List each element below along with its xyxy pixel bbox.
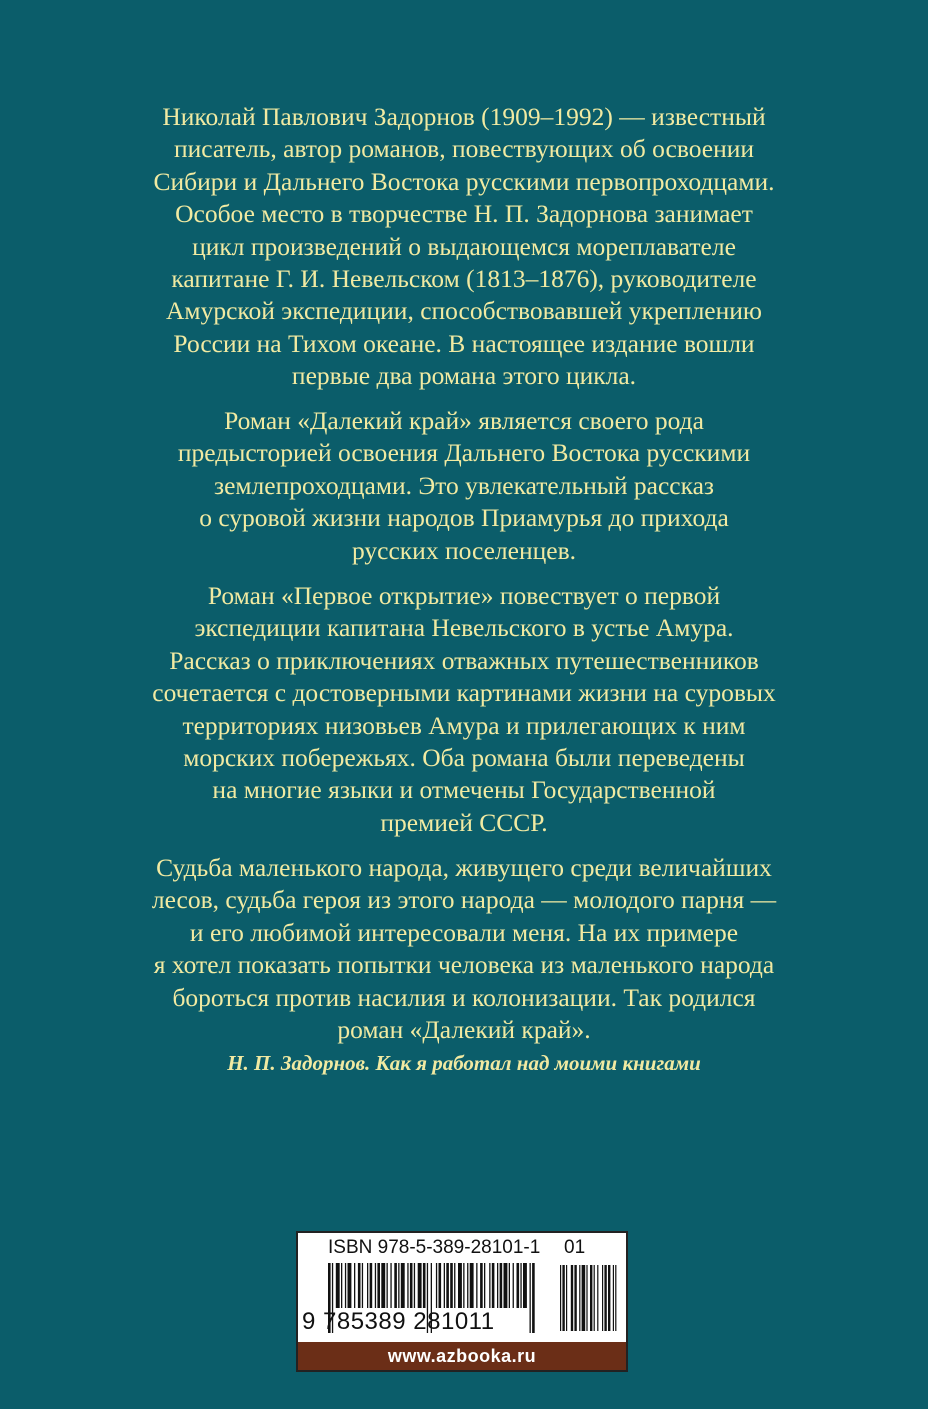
- paragraph-line: Сибири и Дальнего Востока русскими первопроходцами.: [153, 166, 775, 196]
- annotation-paragraph-1: [100, 101, 828, 393]
- paragraph-line: морских побережьях. Оба романа были переведены: [183, 743, 745, 773]
- paragraph-line: России на Тихом океане. В настоящее издание вошли: [173, 328, 755, 358]
- paragraph-line: предысторией освоения Дальнего Востока русскими: [177, 438, 751, 468]
- paragraph-line: Амурской экспедиции, способствовавшей укреплению: [166, 296, 762, 326]
- paragraph-line: цикл произведений о выдающемся мореплавателе: [192, 231, 736, 261]
- quote-line: Судьба маленького народа, живущего среди величайших: [156, 853, 772, 882]
- quote-attribution: Н. П. Задорнов. Как я работал над моими книгами: [227, 1051, 701, 1075]
- quote-line: роман «Далекий край».: [337, 1015, 591, 1045]
- publisher-website: www.azbooka.ru: [298, 1342, 626, 1370]
- paragraph-line: землепроходцами. Это увлекательный рассказ: [214, 470, 714, 500]
- paragraph-line: Роман «Первое открытие» повествует о первой: [207, 581, 721, 610]
- barcode-digits: 9 785389 281011: [302, 1308, 495, 1335]
- quote-line: я хотел показать попытки человека из маленького народа: [153, 950, 775, 980]
- isbn-label: ISBN 978-5-389-28101-1: [328, 1237, 541, 1258]
- isbn-addon: 01: [564, 1237, 586, 1258]
- annotation-paragraph-3: [100, 580, 828, 839]
- paragraph-line: русских поселенцев.: [351, 535, 576, 565]
- paragraph-line: Особое место в творчестве Н. П. Задорнова занимает: [175, 199, 753, 229]
- quote-line: и его любимой интересовали меня. На их примере: [189, 917, 739, 947]
- annotation-paragraph-2: [100, 405, 828, 567]
- paragraph-line: капитане Г. И. Невельском (1813–1876), руководителе: [171, 264, 757, 294]
- author-quote: [100, 852, 828, 1046]
- isbn-barcode: [296, 1231, 628, 1372]
- paragraph-line: писатель, автор романов, повествующих об освоении: [173, 134, 755, 164]
- paragraph-line: территориях низовьев Амура и прилегающих к ним: [182, 710, 746, 740]
- paragraph-line: первые два романа этого цикла.: [291, 361, 637, 391]
- quote-line: лесов, судьба героя из этого народа — молодого парня —: [151, 885, 777, 915]
- paragraph-line: премией СССР.: [380, 807, 548, 837]
- quote-line: бороться против насилия и колонизации. Так родился: [172, 982, 756, 1012]
- paragraph-line: на многие языки и отмечены Государственной: [212, 775, 716, 805]
- paragraph-line: экспедиции капитана Невельского в устье Амура.: [194, 613, 734, 643]
- paragraph-line: Рассказ о приключениях отважных путешественников: [169, 645, 759, 675]
- paragraph-line: о суровой жизни народов Приамурья до прихода: [199, 503, 729, 533]
- paragraph-line: Роман «Далекий край» является своего рода: [224, 406, 704, 435]
- paragraph-line: сочетается с достоверными картинами жизни на суровых: [152, 678, 776, 708]
- paragraph-line: Николай Павлович Задорнов (1909–1992) — известный: [162, 102, 766, 131]
